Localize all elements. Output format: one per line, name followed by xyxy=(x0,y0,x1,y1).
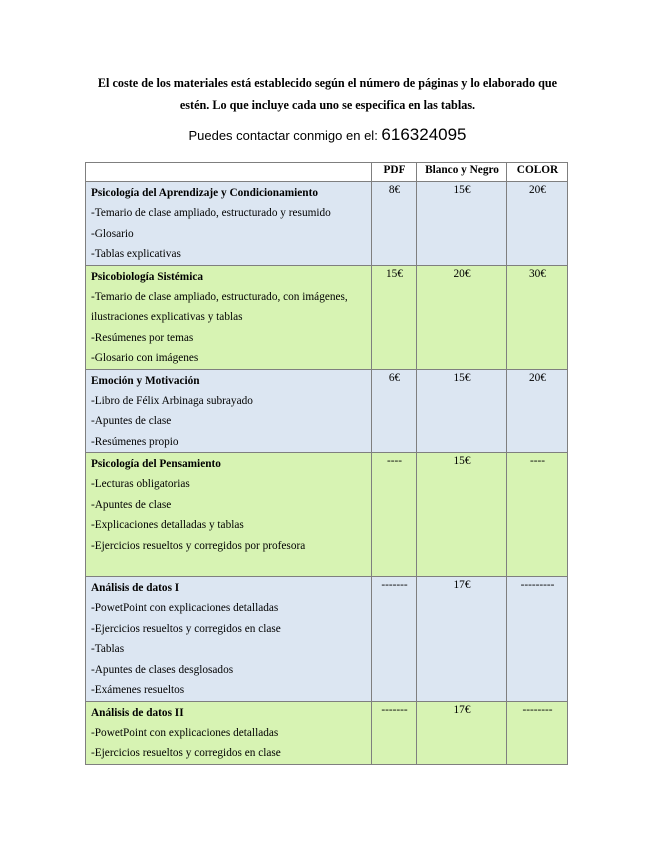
course-item: -Glosario xyxy=(91,227,134,240)
course-item: -Glosario con imágenes xyxy=(91,352,199,364)
course-cell xyxy=(86,265,372,369)
course-items xyxy=(91,287,367,369)
course-item: -Explicaciones detalladas y tablas xyxy=(91,519,244,531)
header-pdf: PDF xyxy=(372,163,417,182)
contact-phone: 616324095 xyxy=(381,125,467,144)
table-row xyxy=(86,265,568,369)
price-pdf: ------- xyxy=(372,701,417,764)
price-color: 20€ xyxy=(507,182,568,266)
course-name: Análisis de datos II xyxy=(91,706,184,719)
contact-line xyxy=(85,125,570,145)
course-item: -Ejercicios resueltos y corregidos en clase xyxy=(91,747,281,759)
table-header-row xyxy=(86,163,568,182)
price-color: 20€ xyxy=(507,369,568,453)
course-item: -Temario de clase ampliado, estructurado y resumido xyxy=(91,207,331,219)
contact-label: Puedes contactar conmigo en el: xyxy=(188,128,382,143)
course-items xyxy=(91,203,367,265)
course-items xyxy=(91,598,367,701)
course-item: -PowetPoint con explicaciones detalladas xyxy=(91,726,279,739)
course-items xyxy=(91,723,367,764)
price-pdf: 8€ xyxy=(372,182,417,266)
price-color: --------- xyxy=(507,577,568,702)
course-cell xyxy=(86,182,372,266)
course-cell xyxy=(86,701,372,764)
course-item: -Temario de clase ampliado, estructurado, con imágenes, ilustraciones explicativas y tablas xyxy=(91,290,348,323)
intro-text xyxy=(95,72,560,116)
course-item: -Ejercicios resueltos y corregidos en clase xyxy=(91,622,281,635)
course-cell xyxy=(86,369,372,453)
price-blanco-negro: 20€ xyxy=(417,265,507,369)
price-color: ---- xyxy=(507,453,568,577)
price-blanco-negro: 17€ xyxy=(417,577,507,702)
header-description xyxy=(86,163,372,182)
course-name: Psicología del Aprendizaje y Condicionamiento xyxy=(91,187,318,199)
course-name: Emoción y Motivación xyxy=(91,374,200,387)
price-pdf: 15€ xyxy=(372,265,417,369)
course-name: Análisis de datos I xyxy=(91,582,180,594)
table-row xyxy=(86,577,568,702)
price-blanco-negro: 15€ xyxy=(417,453,507,577)
price-color: 30€ xyxy=(507,265,568,369)
price-color: -------- xyxy=(507,701,568,764)
price-blanco-negro: 15€ xyxy=(417,182,507,266)
price-pdf: ---- xyxy=(372,453,417,577)
course-item: -Lecturas obligatorias xyxy=(91,478,190,490)
intro-line-2: estén. Lo que incluye cada uno se especifica en las tablas. xyxy=(179,98,476,112)
course-items xyxy=(91,391,367,453)
price-blanco-negro: 17€ xyxy=(417,701,507,764)
course-item: -Apuntes de clase xyxy=(91,498,172,511)
header-blanco-negro: Blanco y Negro xyxy=(417,163,507,182)
course-item: -Apuntes de clase xyxy=(91,415,172,427)
course-name: Psicología del Pensamiento xyxy=(91,458,221,470)
table-row xyxy=(86,701,568,764)
course-name: Psicobiología Sistémica xyxy=(91,270,204,283)
price-pdf: 6€ xyxy=(372,369,417,453)
course-item: -Ejercicios resueltos y corregidos por profesora xyxy=(91,539,306,552)
course-item: -Tablas xyxy=(91,643,125,655)
course-item: -Resúmenes propio xyxy=(91,435,179,448)
intro-line-1: El coste de los materiales está establecido según el número de páginas y lo elaborado que xyxy=(97,76,558,90)
course-item: -Tablas explicativas xyxy=(91,248,181,260)
course-cell xyxy=(86,577,372,702)
price-table xyxy=(85,162,568,765)
course-item: -Exámenes resueltos xyxy=(91,684,185,696)
course-items xyxy=(91,474,367,556)
table-row xyxy=(86,182,568,266)
price-pdf: ------- xyxy=(372,577,417,702)
course-cell xyxy=(86,453,372,577)
course-item: -Apuntes de clases desglosados xyxy=(91,663,234,676)
table-row xyxy=(86,453,568,577)
header-color: COLOR xyxy=(507,163,568,182)
table-row xyxy=(86,369,568,453)
row-spacer xyxy=(91,556,367,576)
price-blanco-negro: 15€ xyxy=(417,369,507,453)
course-item: -PowetPoint con explicaciones detalladas xyxy=(91,602,279,614)
course-item: -Resúmenes por temas xyxy=(91,331,194,344)
course-item: -Libro de Félix Arbinaga subrayado xyxy=(91,394,253,407)
